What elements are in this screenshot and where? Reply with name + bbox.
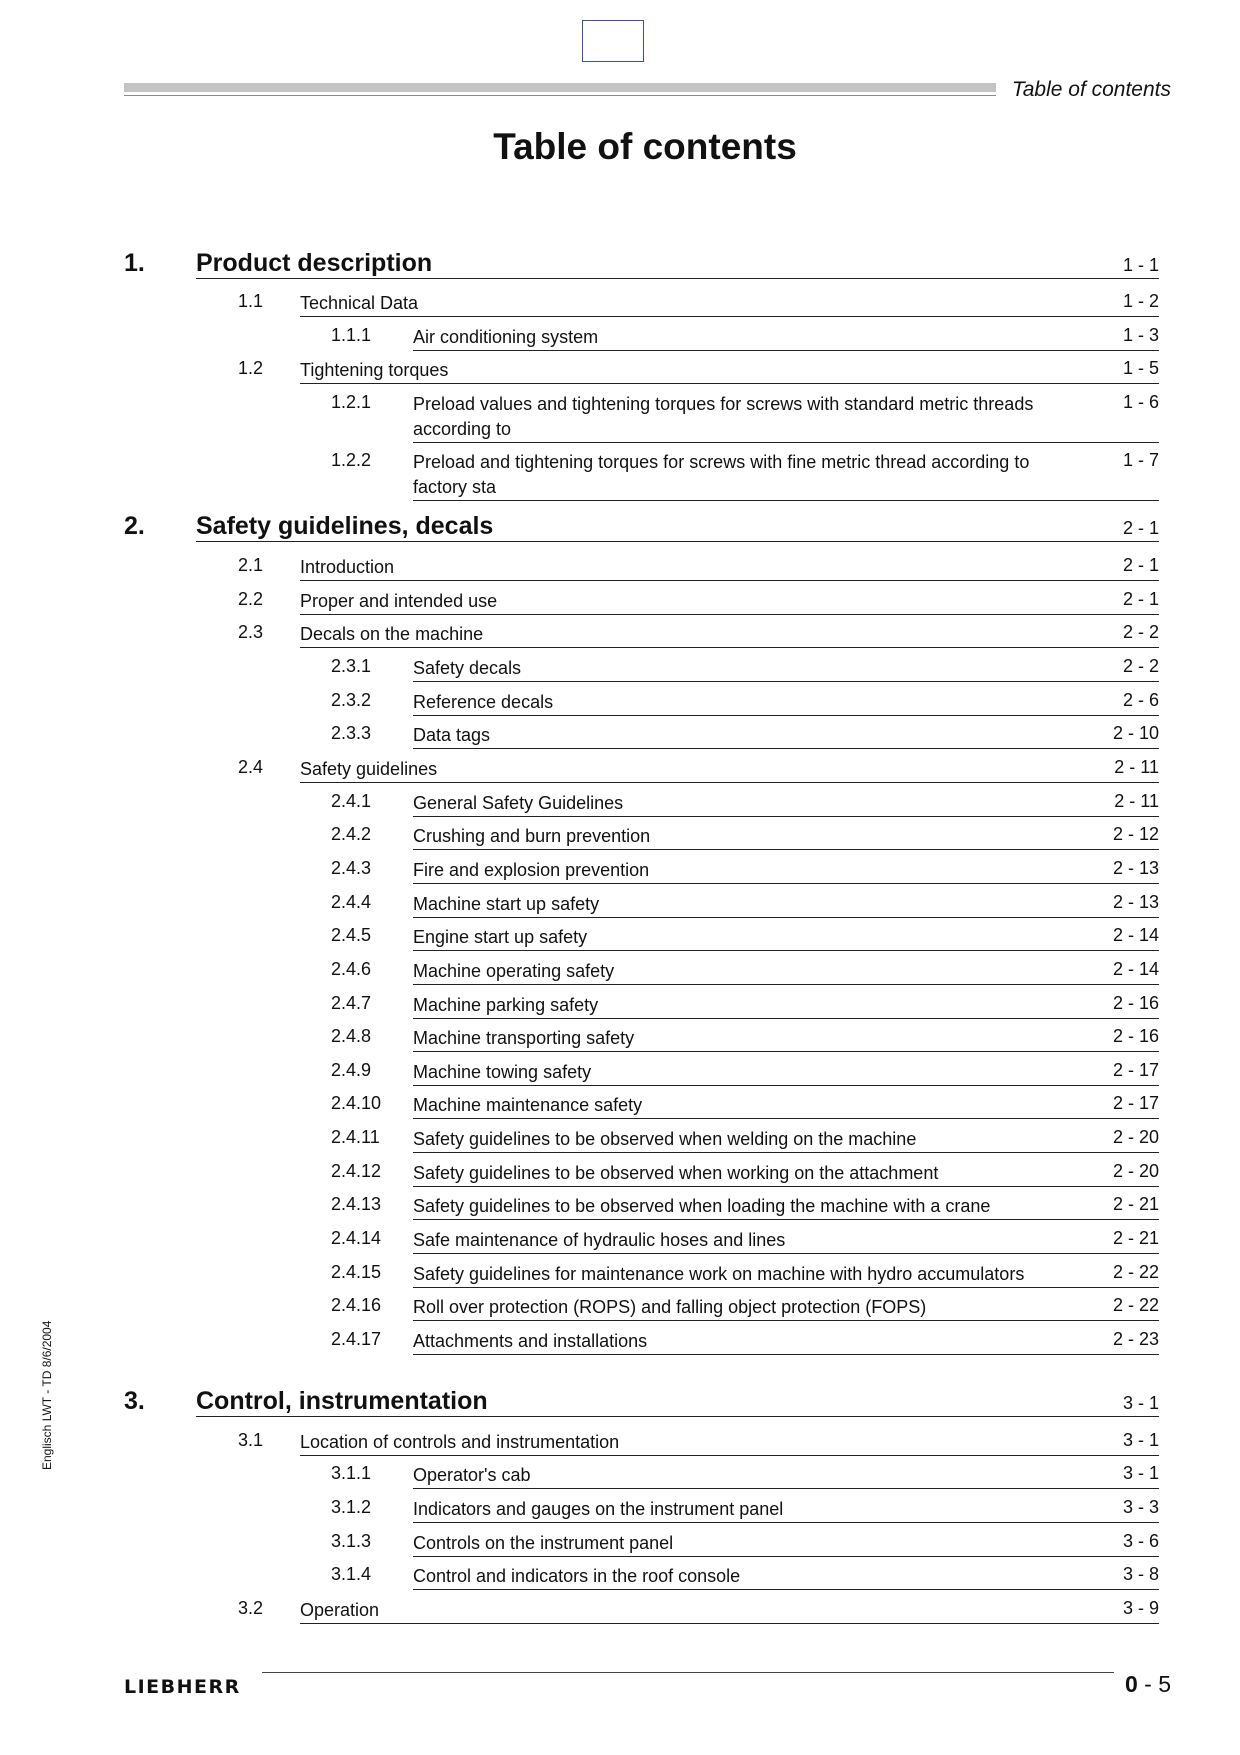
toc-entry-number: 2.3.3 [331,723,372,743]
toc-entry-title: Product description [196,249,433,277]
toc-entry-title: Reference decals [413,692,554,712]
toc-entry-underline [413,656,1159,682]
toc-entry-number: 3. [124,1387,145,1415]
page-number [1125,1671,1171,1698]
toc-entry-title: Proper and intended use [300,591,498,611]
toc-entry-underline [413,892,1159,918]
toc-entry-page: 3 - 1 [1122,1430,1159,1450]
toc-entry-underline [413,325,1159,351]
toc-entry-page: 2 - 23 [1112,1329,1159,1349]
toc-entry-number: 2. [124,512,145,540]
header-rule-line [124,95,996,96]
toc-entry-number: 3.1.2 [331,1497,372,1517]
toc-entry-number: 3.1.1 [331,1463,372,1483]
toc-entry-underline [413,925,1159,951]
toc-entry-page: 2 - 20 [1112,1161,1159,1181]
toc-entry-underline [300,555,1159,581]
toc-entry-title: Fire and explosion prevention [413,860,650,880]
toc-entry-number: 1.1 [238,291,264,311]
toc-entry-page: 2 - 22 [1112,1295,1159,1315]
toc-entry-underline [413,993,1159,1019]
toc-entry-title: Safety decals [413,658,522,678]
toc-entry-number: 2.4.16 [331,1295,382,1315]
toc-entry-page: 2 - 2 [1122,622,1159,642]
header-frame-box [582,20,644,62]
toc-entry-number: 3.1 [238,1430,264,1450]
side-note: Englisch LWT - TD 8/6/2004 [40,1320,54,1470]
toc-entry-underline [413,1531,1159,1557]
toc-entry-title: Preload values and tightening torques for screws with standard metric threads according to [413,394,1034,439]
toc-entry-underline [413,1161,1159,1187]
toc-entry-title: Location of controls and instrumentation [300,1432,620,1452]
toc-entry-number: 2.4.6 [331,959,372,979]
footer-rule [262,1672,1114,1673]
toc-entry-title: Machine start up safety [413,894,600,914]
toc-entry-underline [300,757,1159,783]
toc-entry-underline [413,1093,1159,1119]
toc-entry-page: 3 - 8 [1122,1564,1159,1584]
toc-entry-number: 2.3 [238,622,264,642]
toc-entry-underline [413,824,1159,850]
toc-entry-title: Control and indicators in the roof console [413,1566,741,1586]
toc-entry-page: 2 - 17 [1112,1093,1159,1113]
toc-entry-underline [413,1060,1159,1086]
toc-entry-underline [413,1026,1159,1052]
toc-entry-page: 2 - 16 [1112,1026,1159,1046]
toc-entry-underline [413,1194,1159,1220]
toc-entry-page: 2 - 1 [1122,589,1159,609]
toc-entry-title: Safety guidelines, decals [196,512,494,540]
toc-entry-page: 3 - 1 [1122,1393,1159,1413]
page-number-rest: - 5 [1137,1671,1171,1697]
toc-entry-underline [300,1598,1159,1624]
toc-entry-title: Data tags [413,725,491,745]
toc-entry-title: Introduction [300,557,395,577]
toc-entry-title: Decals on the machine [300,624,484,644]
toc-entry-underline [413,1228,1159,1254]
toc-entry-title: Control, instrumentation [196,1387,488,1415]
toc-entry-page: 1 - 2 [1122,291,1159,311]
toc-entry-page: 1 - 1 [1122,255,1159,275]
toc-entry-underline [196,1387,1159,1417]
toc-entry-title: Safety guidelines to be observed when loading the machine with a crane [413,1196,991,1216]
liebherr-logo: LIEBHERR [124,1676,241,1698]
toc-entry-number: 2.4.14 [331,1228,382,1248]
toc-entry-page: 2 - 20 [1112,1127,1159,1147]
toc-entry-page: 2 - 22 [1112,1262,1159,1282]
toc-entry-number: 1.1.1 [331,325,372,345]
toc-entry-page: 2 - 1 [1122,518,1159,538]
toc-entry-title: Attachments and installations [413,1331,648,1351]
toc-entry-underline [413,1497,1159,1523]
toc-entry-title: Air conditioning system [413,327,599,347]
toc-entry-title: Controls on the instrument panel [413,1533,674,1553]
toc-entry-page: 2 - 14 [1112,959,1159,979]
toc-entry-title: Machine maintenance safety [413,1095,643,1115]
toc-entry-page: 2 - 16 [1112,993,1159,1013]
toc-entry-underline [300,1430,1159,1456]
toc-entry-page: 2 - 6 [1122,690,1159,710]
toc-entry-number: 1. [124,249,145,277]
toc-entry-page: 2 - 17 [1112,1060,1159,1080]
toc-entry-title: Engine start up safety [413,927,588,947]
toc-entry-page: 1 - 7 [1122,450,1159,470]
toc-entry-page: 2 - 11 [1114,757,1159,777]
running-header-title: Table of contents [1011,78,1171,101]
toc-entry-page: 2 - 10 [1112,723,1159,743]
toc-entry-underline [413,450,1159,501]
toc-entry-number: 3.1.4 [331,1564,372,1584]
toc-entry-underline [413,959,1159,985]
toc-entry-underline [300,589,1159,615]
toc-entry-number: 2.4.5 [331,925,372,945]
toc-entry-page: 2 - 21 [1112,1228,1159,1248]
toc-entry-underline [300,291,1159,317]
toc-entry-number: 2.4.2 [331,824,372,844]
toc-entry-number: 2.3.2 [331,690,372,710]
toc-entry-number: 2.4.11 [331,1127,380,1147]
toc-entry-number: 1.2.2 [331,450,372,470]
toc-entry-underline [413,1295,1159,1321]
toc-entry-number: 2.4.12 [331,1161,382,1181]
toc-entry-number: 2.2 [238,589,264,609]
toc-entry-title: Safe maintenance of hydraulic hoses and lines [413,1230,786,1250]
toc-entry-underline [413,1564,1159,1590]
toc-entry-title: Machine operating safety [413,961,615,981]
toc-entry-title: Safety guidelines to be observed when welding on the machine [413,1129,917,1149]
page-title: Table of contents [493,126,797,167]
toc-entry-title: Technical Data [300,293,419,313]
toc-entry-page: 1 - 6 [1122,392,1159,412]
toc-entry-number: 1.2 [238,358,264,378]
toc-entry-page: 2 - 21 [1112,1194,1159,1214]
toc-entry-title: Operation [300,1600,380,1620]
toc-entry-page: 2 - 2 [1122,656,1159,676]
toc-entry-title: Preload and tightening torques for screws with fine metric thread according to factory sta [413,452,1030,497]
toc-entry-number: 2.4.1 [331,791,372,811]
toc-entry-title: Roll over protection (ROPS) and falling object protection (FOPS) [413,1297,927,1317]
toc-entry-underline [196,249,1159,279]
toc-entry-underline [413,1127,1159,1153]
toc-entry-title: Crushing and burn prevention [413,826,651,846]
toc-entry-number: 2.1 [238,555,264,575]
toc-entry-underline [413,1262,1159,1288]
toc-entry-underline [413,858,1159,884]
toc-entry-title: Operator's cab [413,1465,531,1485]
toc-entry-page: 2 - 14 [1112,925,1159,945]
toc-entry-number: 2.4.17 [331,1329,382,1349]
toc-entry-underline [413,1329,1159,1355]
toc-entry-number: 2.4.4 [331,892,372,912]
toc-entry-page: 2 - 11 [1114,791,1159,811]
toc-entry-number: 3.1.3 [331,1531,372,1551]
toc-entry-number: 2.4.10 [331,1093,382,1113]
toc-entry-number: 2.4 [238,757,264,777]
toc-entry-page: 3 - 6 [1122,1531,1159,1551]
toc-entry-underline [413,392,1159,443]
toc-entry-number: 2.4.9 [331,1060,372,1080]
toc-entry-number: 2.4.3 [331,858,372,878]
toc-entry-page: 1 - 5 [1122,358,1159,378]
toc-entry-number: 2.4.15 [331,1262,382,1282]
toc-entry-page: 2 - 1 [1122,555,1159,575]
toc-entry-underline [196,512,1159,542]
toc-entry-title: Safety guidelines to be observed when working on the attachment [413,1163,939,1183]
toc-entry-underline [413,1463,1159,1489]
toc-entry-page: 2 - 12 [1112,824,1159,844]
header-rule-bar [124,83,996,92]
toc-entry-title: Safety guidelines for maintenance work on machine with hydro accumulators [413,1264,1025,1284]
toc-entry-title: General Safety Guidelines [413,793,624,813]
toc-entry-page: 3 - 9 [1122,1598,1159,1618]
toc-entry-page: 3 - 3 [1122,1497,1159,1517]
toc-entry-page: 2 - 13 [1112,892,1159,912]
toc-entry-number: 2.4.13 [331,1194,382,1214]
toc-entry-title: Safety guidelines [300,759,438,779]
toc-entry-page: 1 - 3 [1122,325,1159,345]
toc-entry-page: 2 - 13 [1112,858,1159,878]
toc-entry-number: 3.2 [238,1598,264,1618]
toc-entry-number: 2.3.1 [331,656,372,676]
toc-entry-underline [300,622,1159,648]
toc-entry-title: Machine towing safety [413,1062,592,1082]
toc-entry-title: Machine parking safety [413,995,599,1015]
toc-entry-number: 2.4.7 [331,993,372,1013]
toc-entry-number: 1.2.1 [331,392,372,412]
toc-entry-title: Indicators and gauges on the instrument panel [413,1499,784,1519]
toc-entry-title: Tightening torques [300,360,449,380]
toc-entry-underline [413,791,1159,817]
toc-entry-underline [413,723,1159,749]
page-number-chapter: 0 [1124,1671,1138,1697]
toc-entry-underline [300,358,1159,384]
toc-entry-title: Machine transporting safety [413,1028,635,1048]
toc-entry-underline [413,690,1159,716]
toc-entry-number: 2.4.8 [331,1026,372,1046]
toc-entry-page: 3 - 1 [1122,1463,1159,1483]
